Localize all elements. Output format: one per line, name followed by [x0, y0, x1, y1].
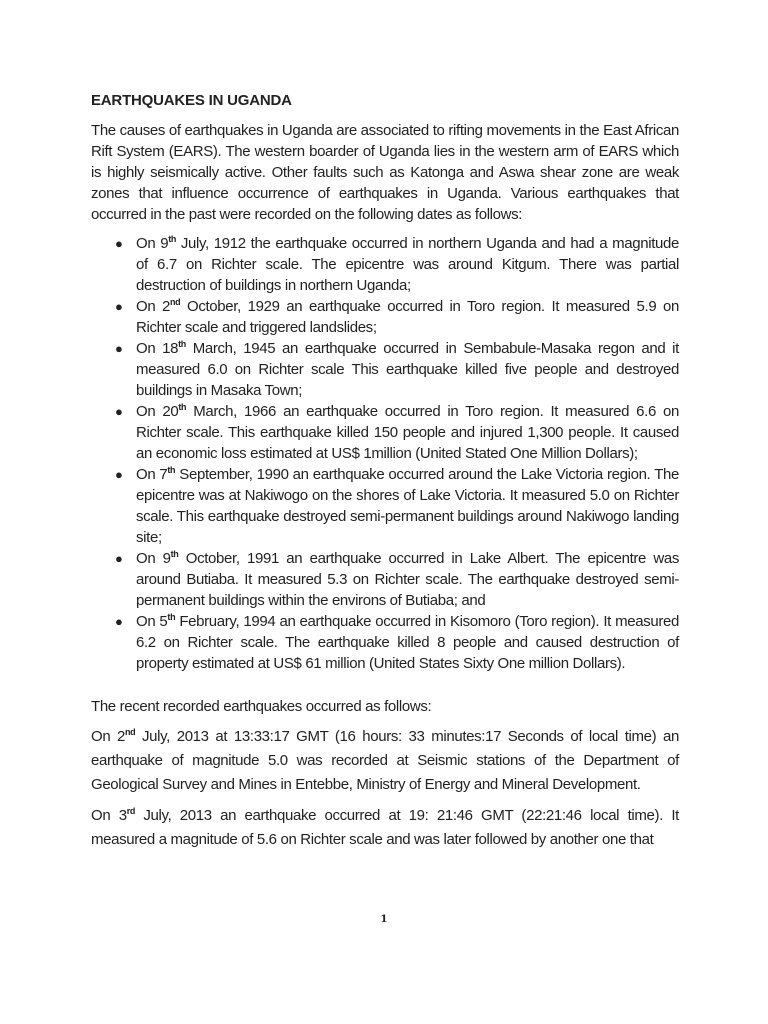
list-item: ● On 7th September, 1990 an earthquake occurred around the Lake Victoria region. The epicentre was at Nakiwogo on the shores of Lake Victoria. It measured 5.0 on Richter scale. This earthquake destroyed semi-permanent buildings around Nakiwogo landing site; [115, 465, 679, 546]
earthquake-list [91, 233, 679, 674]
list-item: ● On 18th March, 1945 an earthquake occurred in Sembabule-Masaka regon and it measured 6.0 on Richter scale This earthquake killed five people and destroyed buildings in Masaka Town; [115, 339, 679, 399]
recent-paragraph: On 2nd July, 2013 at 13:33:17 GMT (16 hours: 33 minutes:17 Seconds of local time) an earthquake of magnitude 5.0 was recorded at Seismic stations of the Department of Geological Survey and Mines in Entebbe, Ministry of Energy and Mineral Development. [91, 727, 679, 793]
bullet-icon: ● [115, 404, 123, 419]
bullet-icon: ● [115, 614, 123, 629]
list-item: ● On 9th July, 1912 the earthquake occurred in northern Uganda and had a magnitude of 6.7 on Richter scale. The epicentre was around Kitgum. There was partial destruction of buildings in northern Uganda; [115, 234, 679, 294]
bullet-icon: ● [115, 341, 123, 356]
page-title: EARTHQUAKES IN UGANDA [91, 92, 292, 109]
bullet-icon: ● [115, 551, 123, 566]
bullet-icon: ● [115, 236, 123, 251]
bullet-icon: ● [115, 299, 123, 314]
recent-heading: The recent recorded earthquakes occurred as follows: [91, 698, 432, 715]
page-number: 1 [380, 914, 388, 925]
list-item: ● On 2nd October, 1929 an earthquake occurred in Toro region. It measured 5.9 on Richter scale and triggered landslides; [115, 297, 679, 336]
bullet-icon: ● [115, 467, 123, 482]
list-item: ● On 5th February, 1994 an earthquake occurred in Kisomoro (Toro region). It measured 6.2 on Richter scale. The earthquake killed 8 people and caused destruction of property estimated at US$ 61 million (United States Sixty One million Dollars). [115, 612, 679, 672]
intro-paragraph: The causes of earthquakes in Uganda are associated to rifting movements in the East African Rift System (EARS). The western boarder of Uganda lies in the western arm of EARS which is highly seismically active. Other faults such as Katonga and Aswa shear zone are weak zones that influence occurrence of earthquakes in Uganda. Various earthquakes that occurred in the past were recorded on the following dates as follows: [91, 122, 679, 223]
document-page [91, 90, 679, 859]
recent-paragraph: On 3rd July, 2013 an earthquake occurred at 19: 21:46 GMT (22:21:46 local time). It measured a magnitude of 5.6 on Richter scale and was later followed by another one that [91, 806, 679, 848]
list-item: ● On 9th October, 1991 an earthquake occurred in Lake Albert. The epicentre was around Butiaba. It measured 5.3 on Richter scale. The earthquake destroyed semi-permanent buildings within the environs of Butiaba; and [115, 549, 679, 609]
list-item: ● On 20th March, 1966 an earthquake occurred in Toro region. It measured 6.6 on Richter scale. This earthquake killed 150 people and injured 1,300 people. It caused an economic loss estimated at US$ 1million (United Stated One Million Dollars); [115, 402, 679, 462]
